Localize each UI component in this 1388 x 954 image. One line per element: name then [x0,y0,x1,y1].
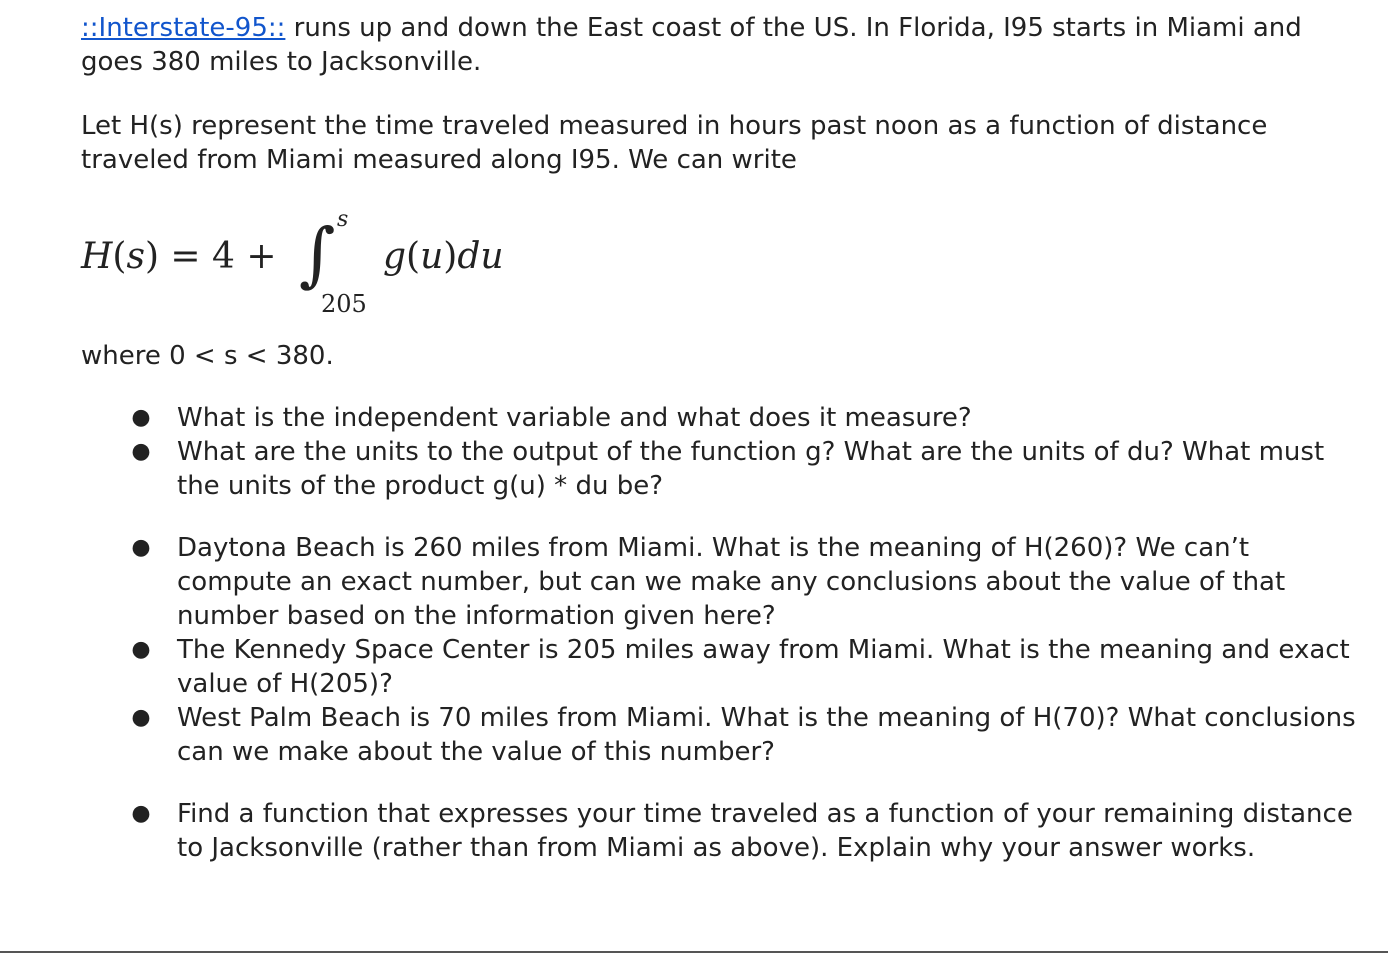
integral-sign: ∫ [299,213,336,295]
intro-text: runs up and down the East coast of the US. In Florida, I95 starts in Miami and goes 380 miles to Jacksonville. [81,13,1302,77]
bullet-icon: ● [131,535,151,560]
question-item [81,401,1371,435]
bullet-icon: ● [131,405,151,430]
domain-paragraph: where 0 < s < 380. [81,341,334,371]
formula-lhs: H(s) = 4 + [81,236,277,277]
document-body [81,11,1371,865]
question-item [81,701,1371,769]
question-item [81,435,1371,503]
bullet-icon: ● [131,801,151,826]
question-item [81,797,1371,865]
formula-lhs-func: H [81,236,113,277]
question-item [81,633,1371,701]
formula-lhs-arg: s [126,236,145,277]
integral-upper-limit: s [337,207,349,232]
formula-lhs-rest: = 4 + [158,236,277,277]
interstate-95-link[interactable]: ::Interstate-95:: [81,13,286,43]
integrand-arg: u [420,236,444,277]
definition-paragraph: Let H(s) represent the time traveled measured in hours past noon as a function of distance traveled from Miami measured along I95. We can write [81,111,1268,175]
integral-formula [81,199,1371,339]
question-text: What are the units to the output of the function g? What are the units of du? What must the units of the product g(u) * du be? [177,437,1325,501]
formula-integrand: g(u)du [383,236,504,277]
integrand-func: g [383,236,407,277]
bullet-icon: ● [131,705,151,730]
bullet-icon: ● [131,637,151,662]
question-text: The Kennedy Space Center is 205 miles away from Miami. What is the meaning and exact value of H(205)? [177,635,1350,699]
integrand-diff: du [457,236,504,277]
question-list [81,401,1371,865]
question-text: What is the independent variable and what does it measure? [177,403,972,433]
question-text: West Palm Beach is 70 miles from Miami. What is the meaning of H(70)? What conclusions can we make about the value of this number? [177,703,1356,767]
integral-lower-limit: 205 [321,290,367,318]
bullet-icon: ● [131,439,151,464]
bottom-divider [0,951,1388,953]
question-text: Daytona Beach is 260 miles from Miami. What is the meaning of H(260)? We can’t compute an exact number, but can we make any conclusions about the value of that number based on the information given here? [177,533,1286,631]
question-text: Find a function that expresses your time traveled as a function of your remaining distance to Jacksonville (rather than from Miami as above). Explain why your answer works. [177,799,1353,863]
intro-paragraph [81,11,1371,79]
question-item [81,531,1371,633]
